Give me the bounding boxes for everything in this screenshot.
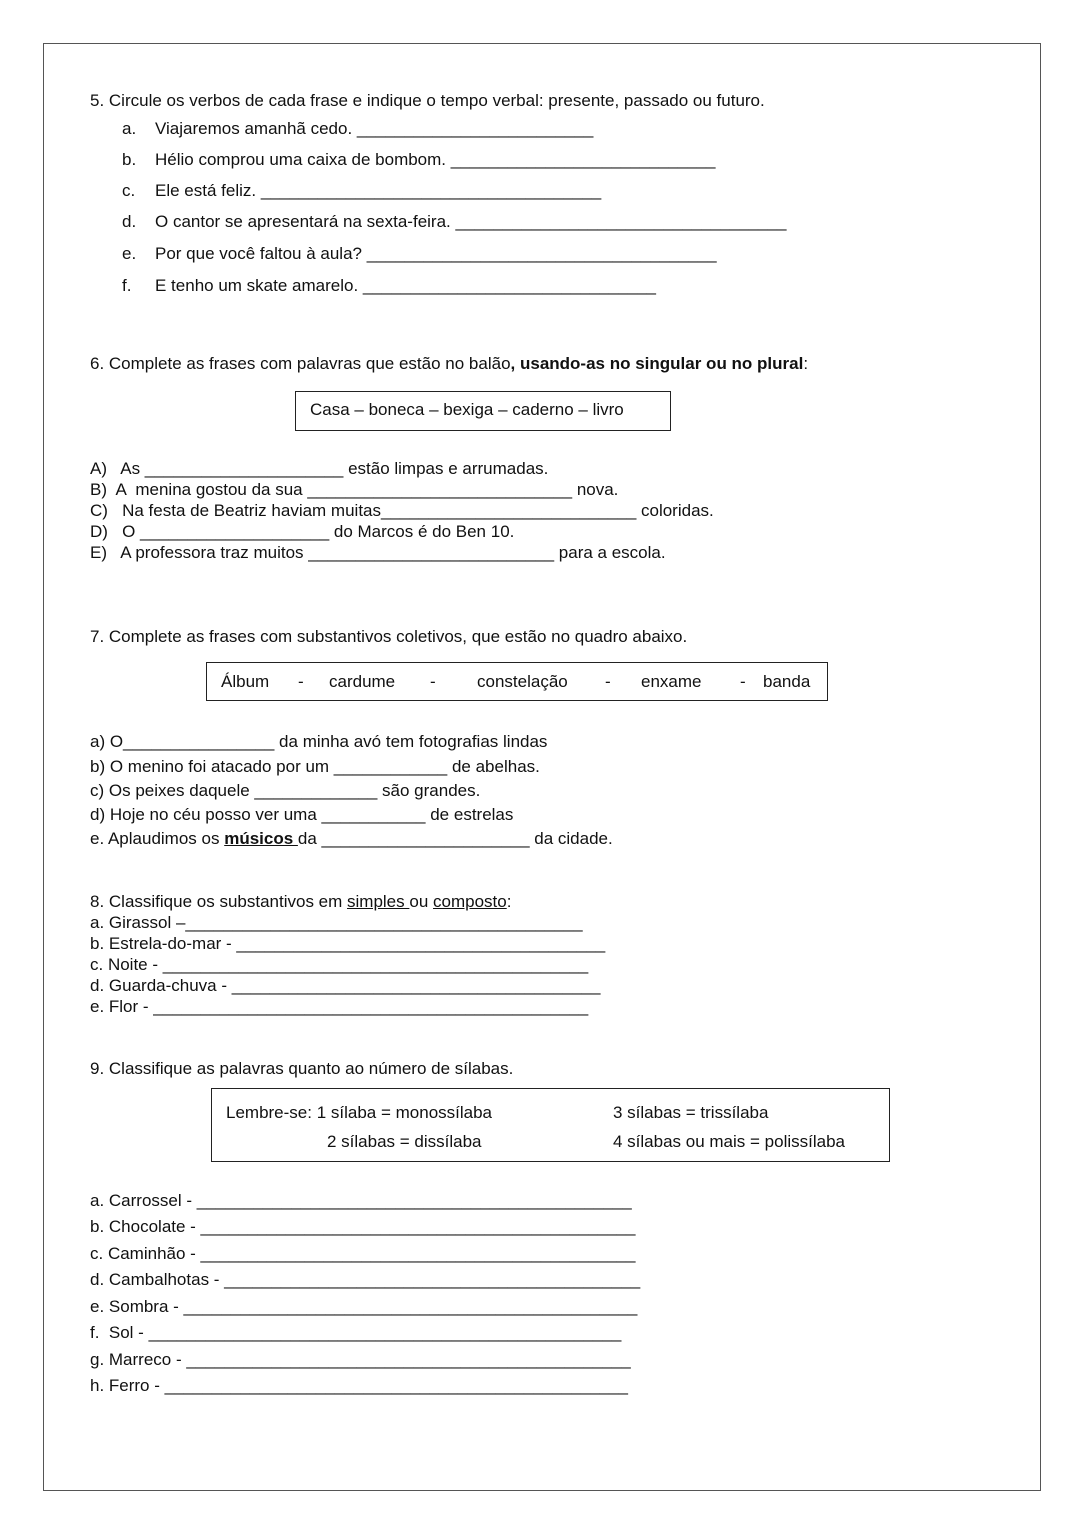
q7-sep-1: -	[298, 672, 304, 691]
q9-item-d: d. Cambalhotas - ____________________________________________	[90, 1270, 641, 1289]
q6-item-d: D) O ____________________ do Marcos é do Ben 10.	[90, 522, 515, 541]
q6-word-box	[295, 391, 671, 431]
q9-box-row1-col1: Lembre-se: 1 sílaba = monossílaba	[226, 1103, 493, 1122]
q5-item-d: O cantor se apresentará na sexta-feira. ___________________________________	[155, 212, 787, 231]
q6-item-b: B) A menina gostou da sua ____________________________ nova.	[90, 480, 619, 499]
q6-title-bold: , usando-as no singular ou no plural	[510, 354, 804, 373]
q8-item-a: a. Girassol –__________________________________________	[90, 913, 583, 932]
q7-item-e-start: e. Aplaudimos os	[90, 829, 225, 848]
q9-item-c: c. Caminhão - ______________________________________________	[90, 1244, 636, 1263]
q8-item-c: c. Noite - _____________________________________________	[90, 955, 589, 974]
q9-item-h: h. Ferro - _________________________________________________	[90, 1376, 628, 1395]
q7-word-2: cardume	[329, 672, 396, 691]
q5-item-c-letter: c.	[122, 181, 136, 200]
q6-word-box-text: Casa – boneca – bexiga – caderno – livro	[310, 400, 624, 419]
q7-word-1: Álbum	[221, 672, 270, 691]
q9-reminder-box	[211, 1088, 890, 1162]
q9-item-a: a. Carrossel - ______________________________________________	[90, 1191, 632, 1210]
q8-title-simples: simples	[347, 892, 410, 911]
q5-item-c: Ele está feliz. ____________________________________	[155, 181, 602, 200]
q7-item-a: a) O________________ da minha avó tem fotografias lindas	[90, 732, 548, 751]
q9-item-b: b. Chocolate - ______________________________________________	[90, 1217, 636, 1236]
q7-item-e-bold-word: músicos	[224, 829, 298, 848]
q7-sep-2: -	[430, 672, 436, 691]
q6-title	[90, 354, 808, 374]
q7-item-c: c) Os peixes daquele _____________ são grandes.	[90, 781, 481, 800]
q7-word-5: banda	[763, 672, 811, 691]
q9-item-e: e. Sombra - ________________________________________________	[90, 1297, 638, 1316]
q7-word-3: constelação	[477, 672, 568, 691]
q7-item-e	[90, 829, 613, 849]
q6-item-e: E) A professora traz muitos __________________________ para a escola.	[90, 543, 666, 562]
q5-item-f-letter: f.	[122, 276, 132, 295]
q8-title-start: 8. Classifique os substantivos em	[90, 892, 348, 911]
q7-title: 7. Complete as frases com substantivos coletivos, que estão no quadro abaixo.	[90, 627, 688, 646]
q5-item-f: E tenho um skate amarelo. _______________________________	[155, 276, 656, 295]
q8-item-e: e. Flor - ______________________________________________	[90, 997, 589, 1016]
q5-item-d-letter: d.	[122, 212, 137, 231]
q7-item-d: d) Hoje no céu posso ver uma ___________ de estrelas	[90, 805, 514, 824]
q5-item-e: Por que você faltou à aula? _____________________________________	[155, 244, 717, 263]
q7-sep-4: -	[740, 672, 746, 691]
q7-sep-3: -	[605, 672, 611, 691]
q6-item-a: A) As _____________________ estão limpas e arrumadas.	[90, 459, 549, 478]
q9-item-g: g. Marreco - _______________________________________________	[90, 1350, 631, 1369]
q5-item-b-letter: b.	[122, 150, 137, 169]
q9-box-row2-col1: 2 sílabas = dissílaba	[327, 1132, 482, 1151]
q6-title-colon: :	[803, 354, 809, 373]
q9-title: 9. Classifique as palavras quanto ao número de sílabas.	[90, 1059, 514, 1078]
q9-box-row2-col2: 4 sílabas ou mais = polissílaba	[613, 1132, 845, 1151]
q9-box-row1-col2: 3 sílabas = trissílaba	[613, 1103, 769, 1122]
q8-title-composto: composto	[433, 892, 507, 911]
q5-item-e-letter: e.	[122, 244, 137, 263]
q8-item-b: b. Estrela-do-mar - _______________________________________	[90, 934, 606, 953]
q8-title-colon: :	[506, 892, 512, 911]
q6-item-c: C) Na festa de Beatriz haviam muitas___________________________ coloridas.	[90, 501, 714, 520]
q7-item-e-end: da ______________________ da cidade.	[297, 829, 613, 848]
q9-item-f: f. Sol - __________________________________________________	[90, 1323, 622, 1342]
q7-item-b: b) O menino foi atacado por um ____________ de abelhas.	[90, 757, 540, 776]
q5-item-b: Hélio comprou uma caixa de bombom. ____________________________	[155, 150, 716, 169]
q8-item-d: d. Guarda-chuva - _______________________________________	[90, 976, 601, 995]
q5-item-a-letter: a.	[122, 119, 137, 138]
q5-title: 5. Circule os verbos de cada frase e indique o tempo verbal: presente, passado ou futuro.	[90, 91, 765, 110]
q6-title-main: 6. Complete as frases com palavras que estão no balão	[90, 354, 511, 373]
q8-title-ou: ou	[409, 892, 434, 911]
q7-word-box	[206, 662, 828, 701]
q5-item-a: Viajaremos amanhã cedo. _________________________	[155, 119, 594, 138]
q8-title	[90, 892, 511, 912]
q7-word-4: enxame	[641, 672, 702, 691]
